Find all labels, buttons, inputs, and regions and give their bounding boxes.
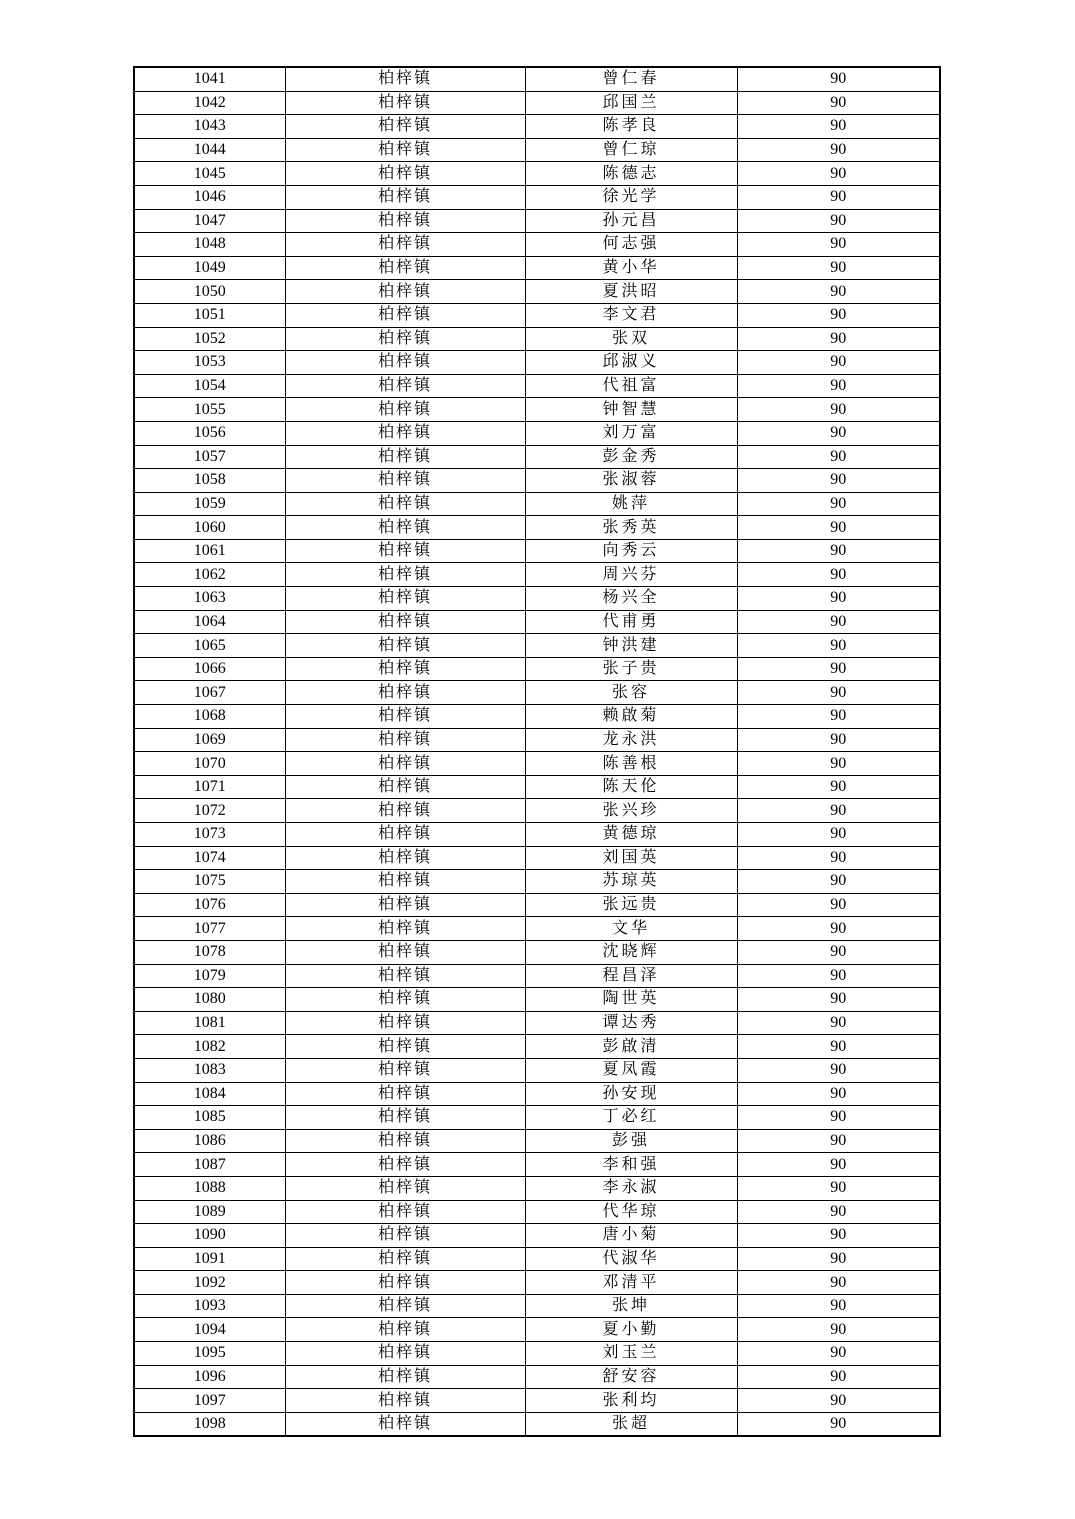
person-name-cell: 钟智慧: [525, 398, 737, 422]
person-name-cell: 代祖富: [525, 374, 737, 398]
serial-number-cell: 1041: [134, 67, 285, 91]
serial-number-cell: 1084: [134, 1082, 285, 1106]
table-row: [134, 1082, 940, 1106]
serial-number-cell: 1055: [134, 398, 285, 422]
table-row: [134, 185, 940, 209]
town-cell: 柏梓镇: [285, 138, 525, 162]
town-cell: 柏梓镇: [285, 421, 525, 445]
town-cell: 柏梓镇: [285, 1389, 525, 1413]
person-name-cell: 何志强: [525, 233, 737, 257]
person-name-cell: 夏小勤: [525, 1318, 737, 1342]
table-row: [134, 1294, 940, 1318]
town-cell: 柏梓镇: [285, 115, 525, 139]
serial-number-cell: 1080: [134, 988, 285, 1012]
serial-number-cell: 1086: [134, 1129, 285, 1153]
amount-cell: 90: [737, 563, 940, 587]
person-name-cell: 谭达秀: [525, 1011, 737, 1035]
person-name-cell: 杨兴全: [525, 587, 737, 611]
table-row: [134, 303, 940, 327]
table-row: [134, 256, 940, 280]
serial-number-cell: 1044: [134, 138, 285, 162]
serial-number-cell: 1042: [134, 91, 285, 115]
serial-number-cell: 1059: [134, 492, 285, 516]
serial-number-cell: 1049: [134, 256, 285, 280]
amount-cell: 90: [737, 1058, 940, 1082]
town-cell: 柏梓镇: [285, 563, 525, 587]
person-name-cell: 张超: [525, 1412, 737, 1436]
table-row: [134, 1011, 940, 1035]
amount-cell: 90: [737, 539, 940, 563]
town-cell: 柏梓镇: [285, 67, 525, 91]
person-name-cell: 李永淑: [525, 1176, 737, 1200]
amount-cell: 90: [737, 185, 940, 209]
town-cell: 柏梓镇: [285, 846, 525, 870]
amount-cell: 90: [737, 752, 940, 776]
table-row: [134, 67, 940, 91]
table-row: [134, 162, 940, 186]
table-row: [134, 351, 940, 375]
amount-cell: 90: [737, 138, 940, 162]
table-row: [134, 327, 940, 351]
amount-cell: 90: [737, 351, 940, 375]
town-cell: 柏梓镇: [285, 964, 525, 988]
town-cell: 柏梓镇: [285, 657, 525, 681]
table-row: [134, 893, 940, 917]
town-cell: 柏梓镇: [285, 1035, 525, 1059]
amount-cell: 90: [737, 1176, 940, 1200]
amount-cell: 90: [737, 610, 940, 634]
amount-cell: 90: [737, 1365, 940, 1389]
amount-cell: 90: [737, 1224, 940, 1248]
town-cell: 柏梓镇: [285, 1129, 525, 1153]
person-name-cell: 彭强: [525, 1129, 737, 1153]
serial-number-cell: 1051: [134, 303, 285, 327]
serial-number-cell: 1064: [134, 610, 285, 634]
amount-cell: 90: [737, 421, 940, 445]
person-name-cell: 唐小菊: [525, 1224, 737, 1248]
amount-cell: 90: [737, 917, 940, 941]
amount-cell: 90: [737, 940, 940, 964]
amount-cell: 90: [737, 1318, 940, 1342]
serial-number-cell: 1089: [134, 1200, 285, 1224]
town-cell: 柏梓镇: [285, 1247, 525, 1271]
town-cell: 柏梓镇: [285, 1176, 525, 1200]
table-row: [134, 657, 940, 681]
table-row: [134, 1200, 940, 1224]
amount-cell: 90: [737, 1106, 940, 1130]
table-row: [134, 563, 940, 587]
table-row: [134, 775, 940, 799]
town-cell: 柏梓镇: [285, 516, 525, 540]
serial-number-cell: 1090: [134, 1224, 285, 1248]
person-name-cell: 李和强: [525, 1153, 737, 1177]
serial-number-cell: 1066: [134, 657, 285, 681]
town-cell: 柏梓镇: [285, 587, 525, 611]
serial-number-cell: 1065: [134, 634, 285, 658]
amount-cell: 90: [737, 115, 940, 139]
table-row: [134, 610, 940, 634]
amount-cell: 90: [737, 492, 940, 516]
serial-number-cell: 1092: [134, 1271, 285, 1295]
person-name-cell: 陈善根: [525, 752, 737, 776]
table-row: [134, 445, 940, 469]
amount-cell: 90: [737, 209, 940, 233]
serial-number-cell: 1083: [134, 1058, 285, 1082]
person-name-cell: 张兴珍: [525, 799, 737, 823]
amount-cell: 90: [737, 1412, 940, 1436]
amount-cell: 90: [737, 705, 940, 729]
person-name-cell: 夏洪昭: [525, 280, 737, 304]
amount-cell: 90: [737, 964, 940, 988]
town-cell: 柏梓镇: [285, 398, 525, 422]
table-row: [134, 846, 940, 870]
town-cell: 柏梓镇: [285, 1058, 525, 1082]
person-name-cell: 彭啟清: [525, 1035, 737, 1059]
table-row: [134, 539, 940, 563]
table-row: [134, 1224, 940, 1248]
serial-number-cell: 1077: [134, 917, 285, 941]
town-cell: 柏梓镇: [285, 445, 525, 469]
amount-cell: 90: [737, 398, 940, 422]
amount-cell: 90: [737, 67, 940, 91]
town-cell: 柏梓镇: [285, 823, 525, 847]
amount-cell: 90: [737, 445, 940, 469]
person-name-cell: 曾仁春: [525, 67, 737, 91]
table-row: [134, 799, 940, 823]
person-name-cell: 张秀英: [525, 516, 737, 540]
person-name-cell: 张双: [525, 327, 737, 351]
serial-number-cell: 1079: [134, 964, 285, 988]
amount-cell: 90: [737, 681, 940, 705]
serial-number-cell: 1056: [134, 421, 285, 445]
serial-number-cell: 1085: [134, 1106, 285, 1130]
town-cell: 柏梓镇: [285, 91, 525, 115]
town-cell: 柏梓镇: [285, 1318, 525, 1342]
serial-number-cell: 1098: [134, 1412, 285, 1436]
table-row: [134, 138, 940, 162]
serial-number-cell: 1053: [134, 351, 285, 375]
serial-number-cell: 1091: [134, 1247, 285, 1271]
serial-number-cell: 1073: [134, 823, 285, 847]
serial-number-cell: 1061: [134, 539, 285, 563]
person-name-cell: 刘玉兰: [525, 1342, 737, 1366]
table-row: [134, 728, 940, 752]
serial-number-cell: 1082: [134, 1035, 285, 1059]
table-row: [134, 1389, 940, 1413]
person-name-cell: 文华: [525, 917, 737, 941]
person-name-cell: 孙元昌: [525, 209, 737, 233]
table-row: [134, 705, 940, 729]
table-row: [134, 1176, 940, 1200]
amount-cell: 90: [737, 1129, 940, 1153]
table-row: [134, 587, 940, 611]
amount-cell: 90: [737, 587, 940, 611]
serial-number-cell: 1067: [134, 681, 285, 705]
amount-cell: 90: [737, 1294, 940, 1318]
serial-number-cell: 1081: [134, 1011, 285, 1035]
town-cell: 柏梓镇: [285, 539, 525, 563]
serial-number-cell: 1058: [134, 469, 285, 493]
amount-cell: 90: [737, 256, 940, 280]
town-cell: 柏梓镇: [285, 256, 525, 280]
amount-cell: 90: [737, 799, 940, 823]
serial-number-cell: 1076: [134, 893, 285, 917]
table-row: [134, 209, 940, 233]
person-name-cell: 代甫勇: [525, 610, 737, 634]
person-name-cell: 张子贵: [525, 657, 737, 681]
town-cell: 柏梓镇: [285, 351, 525, 375]
town-cell: 柏梓镇: [285, 1294, 525, 1318]
serial-number-cell: 1057: [134, 445, 285, 469]
person-name-cell: 黄德琼: [525, 823, 737, 847]
town-cell: 柏梓镇: [285, 870, 525, 894]
town-cell: 柏梓镇: [285, 1224, 525, 1248]
table-row: [134, 374, 940, 398]
serial-number-cell: 1097: [134, 1389, 285, 1413]
town-cell: 柏梓镇: [285, 303, 525, 327]
serial-number-cell: 1095: [134, 1342, 285, 1366]
amount-cell: 90: [737, 516, 940, 540]
person-name-cell: 邱淑义: [525, 351, 737, 375]
serial-number-cell: 1043: [134, 115, 285, 139]
roster-table-body: [134, 67, 940, 1436]
town-cell: 柏梓镇: [285, 1200, 525, 1224]
person-name-cell: 曾仁琼: [525, 138, 737, 162]
serial-number-cell: 1087: [134, 1153, 285, 1177]
person-name-cell: 陈德志: [525, 162, 737, 186]
table-row: [134, 280, 940, 304]
town-cell: 柏梓镇: [285, 988, 525, 1012]
serial-number-cell: 1093: [134, 1294, 285, 1318]
serial-number-cell: 1052: [134, 327, 285, 351]
serial-number-cell: 1054: [134, 374, 285, 398]
serial-number-cell: 1078: [134, 940, 285, 964]
person-name-cell: 钟洪建: [525, 634, 737, 658]
amount-cell: 90: [737, 1247, 940, 1271]
table-row: [134, 1129, 940, 1153]
town-cell: 柏梓镇: [285, 728, 525, 752]
roster-table: [133, 66, 941, 1437]
table-row: [134, 870, 940, 894]
town-cell: 柏梓镇: [285, 233, 525, 257]
amount-cell: 90: [737, 657, 940, 681]
serial-number-cell: 1075: [134, 870, 285, 894]
serial-number-cell: 1088: [134, 1176, 285, 1200]
serial-number-cell: 1069: [134, 728, 285, 752]
serial-number-cell: 1046: [134, 185, 285, 209]
table-row: [134, 233, 940, 257]
table-row: [134, 681, 940, 705]
amount-cell: 90: [737, 91, 940, 115]
person-name-cell: 刘国英: [525, 846, 737, 870]
person-name-cell: 陈孝良: [525, 115, 737, 139]
amount-cell: 90: [737, 1035, 940, 1059]
person-name-cell: 舒安容: [525, 1365, 737, 1389]
person-name-cell: 李文君: [525, 303, 737, 327]
person-name-cell: 代华琼: [525, 1200, 737, 1224]
person-name-cell: 孙安现: [525, 1082, 737, 1106]
person-name-cell: 向秀云: [525, 539, 737, 563]
table-row: [134, 421, 940, 445]
serial-number-cell: 1050: [134, 280, 285, 304]
town-cell: 柏梓镇: [285, 610, 525, 634]
town-cell: 柏梓镇: [285, 799, 525, 823]
town-cell: 柏梓镇: [285, 634, 525, 658]
table-row: [134, 964, 940, 988]
person-name-cell: 邓清平: [525, 1271, 737, 1295]
amount-cell: 90: [737, 469, 940, 493]
serial-number-cell: 1096: [134, 1365, 285, 1389]
amount-cell: 90: [737, 846, 940, 870]
town-cell: 柏梓镇: [285, 469, 525, 493]
table-row: [134, 1058, 940, 1082]
table-row: [134, 1106, 940, 1130]
table-row: [134, 1247, 940, 1271]
person-name-cell: 邱国兰: [525, 91, 737, 115]
person-name-cell: 代淑华: [525, 1247, 737, 1271]
amount-cell: 90: [737, 327, 940, 351]
table-row: [134, 91, 940, 115]
town-cell: 柏梓镇: [285, 492, 525, 516]
town-cell: 柏梓镇: [285, 162, 525, 186]
table-row: [134, 115, 940, 139]
table-row: [134, 516, 940, 540]
amount-cell: 90: [737, 1082, 940, 1106]
town-cell: 柏梓镇: [285, 1153, 525, 1177]
table-row: [134, 752, 940, 776]
town-cell: 柏梓镇: [285, 1365, 525, 1389]
person-name-cell: 陶世英: [525, 988, 737, 1012]
table-row: [134, 634, 940, 658]
town-cell: 柏梓镇: [285, 775, 525, 799]
table-row: [134, 940, 940, 964]
amount-cell: 90: [737, 280, 940, 304]
town-cell: 柏梓镇: [285, 752, 525, 776]
town-cell: 柏梓镇: [285, 1082, 525, 1106]
person-name-cell: 刘万富: [525, 421, 737, 445]
person-name-cell: 陈天伦: [525, 775, 737, 799]
person-name-cell: 龙永洪: [525, 728, 737, 752]
amount-cell: 90: [737, 374, 940, 398]
serial-number-cell: 1060: [134, 516, 285, 540]
town-cell: 柏梓镇: [285, 1271, 525, 1295]
amount-cell: 90: [737, 162, 940, 186]
person-name-cell: 张坤: [525, 1294, 737, 1318]
person-name-cell: 张利均: [525, 1389, 737, 1413]
town-cell: 柏梓镇: [285, 280, 525, 304]
amount-cell: 90: [737, 1342, 940, 1366]
town-cell: 柏梓镇: [285, 893, 525, 917]
table-row: [134, 469, 940, 493]
person-name-cell: 张淑蓉: [525, 469, 737, 493]
amount-cell: 90: [737, 823, 940, 847]
serial-number-cell: 1070: [134, 752, 285, 776]
person-name-cell: 沈晓辉: [525, 940, 737, 964]
amount-cell: 90: [737, 988, 940, 1012]
serial-number-cell: 1063: [134, 587, 285, 611]
table-row: [134, 988, 940, 1012]
amount-cell: 90: [737, 870, 940, 894]
person-name-cell: 赖啟菊: [525, 705, 737, 729]
table-row: [134, 917, 940, 941]
town-cell: 柏梓镇: [285, 209, 525, 233]
person-name-cell: 黄小华: [525, 256, 737, 280]
person-name-cell: 姚萍: [525, 492, 737, 516]
amount-cell: 90: [737, 1389, 940, 1413]
amount-cell: 90: [737, 728, 940, 752]
amount-cell: 90: [737, 303, 940, 327]
table-row: [134, 1365, 940, 1389]
town-cell: 柏梓镇: [285, 681, 525, 705]
person-name-cell: 张远贵: [525, 893, 737, 917]
person-name-cell: 夏凤霞: [525, 1058, 737, 1082]
amount-cell: 90: [737, 634, 940, 658]
person-name-cell: 苏琼英: [525, 870, 737, 894]
person-name-cell: 程昌泽: [525, 964, 737, 988]
town-cell: 柏梓镇: [285, 705, 525, 729]
table-row: [134, 1035, 940, 1059]
table-row: [134, 1318, 940, 1342]
amount-cell: 90: [737, 1271, 940, 1295]
person-name-cell: 张容: [525, 681, 737, 705]
serial-number-cell: 1047: [134, 209, 285, 233]
serial-number-cell: 1045: [134, 162, 285, 186]
amount-cell: 90: [737, 233, 940, 257]
serial-number-cell: 1094: [134, 1318, 285, 1342]
person-name-cell: 徐光学: [525, 185, 737, 209]
person-name-cell: 彭金秀: [525, 445, 737, 469]
town-cell: 柏梓镇: [285, 1011, 525, 1035]
town-cell: 柏梓镇: [285, 374, 525, 398]
serial-number-cell: 1048: [134, 233, 285, 257]
table-row: [134, 492, 940, 516]
amount-cell: 90: [737, 893, 940, 917]
serial-number-cell: 1062: [134, 563, 285, 587]
table-row: [134, 1153, 940, 1177]
town-cell: 柏梓镇: [285, 185, 525, 209]
town-cell: 柏梓镇: [285, 327, 525, 351]
amount-cell: 90: [737, 1153, 940, 1177]
serial-number-cell: 1071: [134, 775, 285, 799]
serial-number-cell: 1074: [134, 846, 285, 870]
town-cell: 柏梓镇: [285, 917, 525, 941]
town-cell: 柏梓镇: [285, 1342, 525, 1366]
town-cell: 柏梓镇: [285, 1412, 525, 1436]
table-row: [134, 823, 940, 847]
table-row: [134, 1342, 940, 1366]
table-row: [134, 1271, 940, 1295]
table-row: [134, 398, 940, 422]
person-name-cell: 周兴芬: [525, 563, 737, 587]
town-cell: 柏梓镇: [285, 940, 525, 964]
serial-number-cell: 1072: [134, 799, 285, 823]
table-row: [134, 1412, 940, 1436]
amount-cell: 90: [737, 1200, 940, 1224]
amount-cell: 90: [737, 775, 940, 799]
serial-number-cell: 1068: [134, 705, 285, 729]
person-name-cell: 丁必红: [525, 1106, 737, 1130]
amount-cell: 90: [737, 1011, 940, 1035]
town-cell: 柏梓镇: [285, 1106, 525, 1130]
